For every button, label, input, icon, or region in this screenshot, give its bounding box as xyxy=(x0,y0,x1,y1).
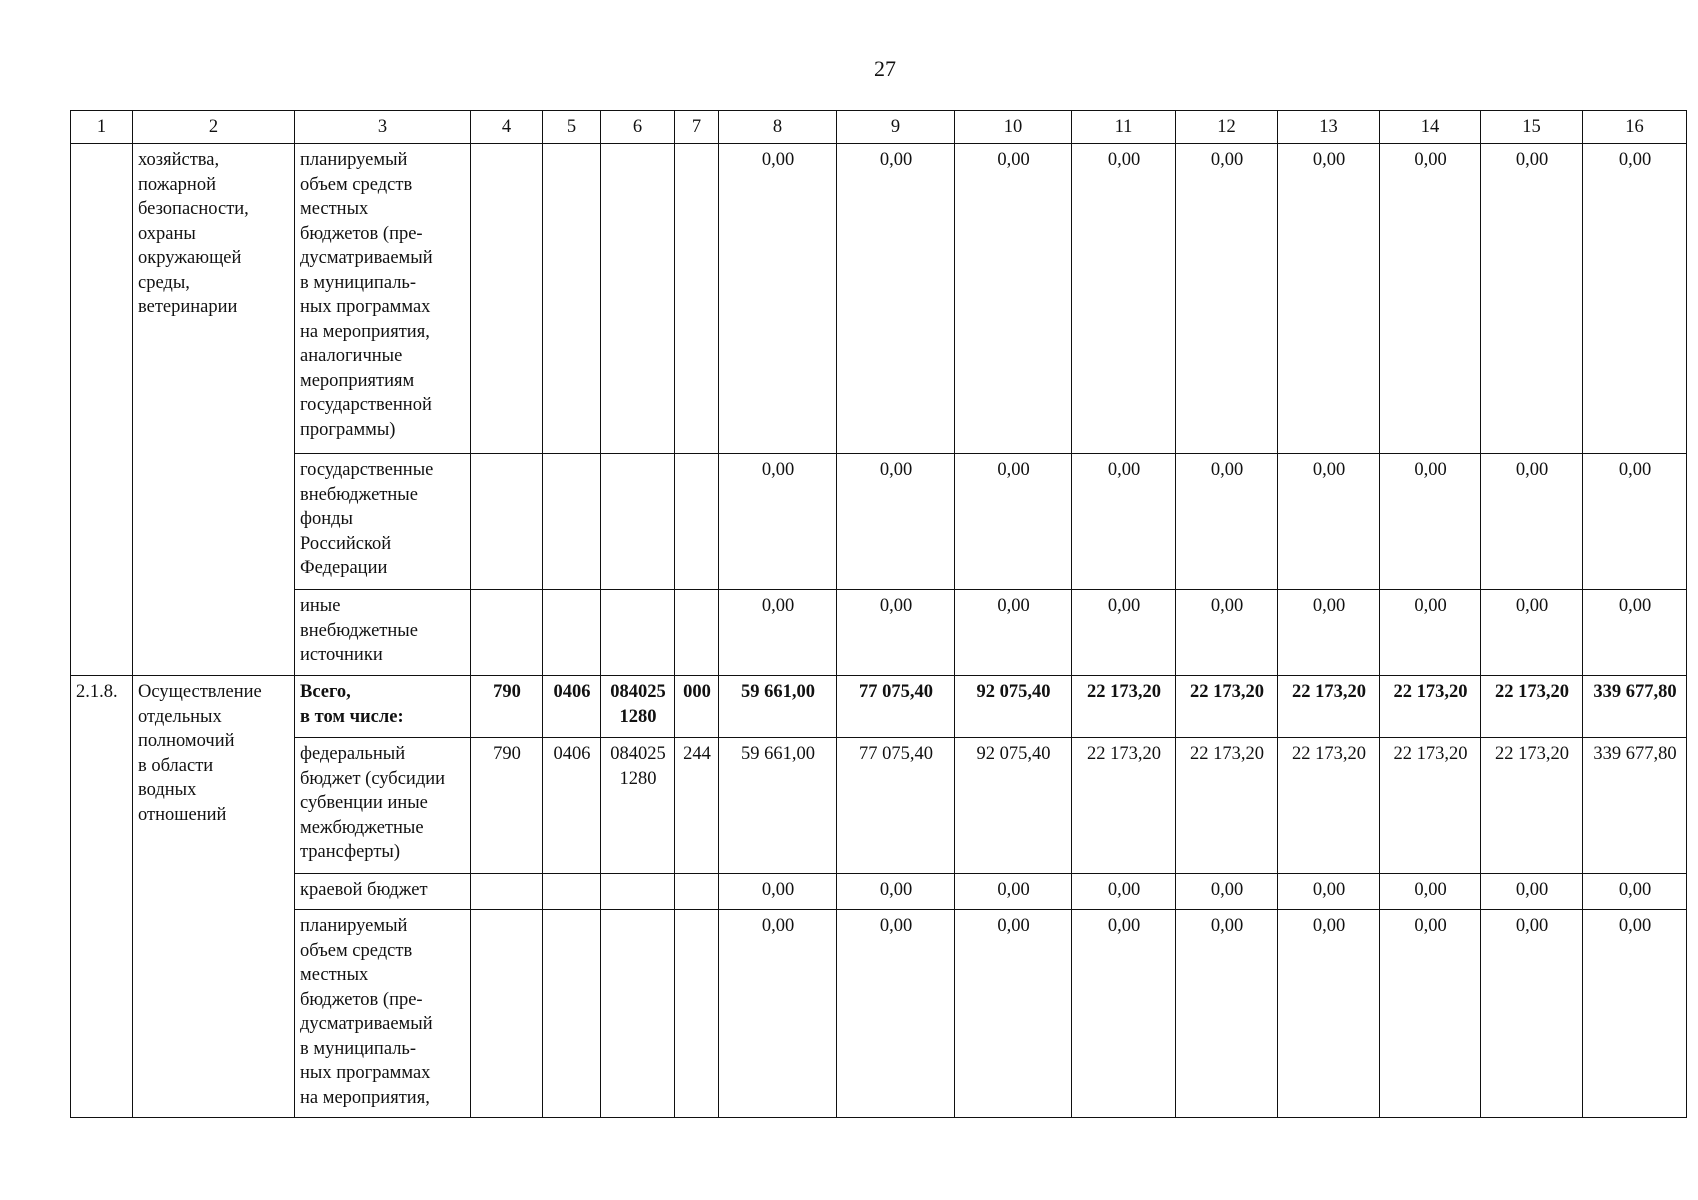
value-cell: 0,00 xyxy=(719,874,837,910)
column-number: 16 xyxy=(1583,111,1687,144)
item-description: Осуществление отдельных полномочий в области водных отношений xyxy=(133,676,295,1118)
column-number: 15 xyxy=(1481,111,1583,144)
value-cell: 59 661,00 xyxy=(719,738,837,874)
table-row xyxy=(71,590,1687,676)
value-cell: 0,00 xyxy=(1278,910,1380,1118)
code-cell xyxy=(601,590,675,676)
column-number: 5 xyxy=(543,111,601,144)
value-cell: 22 173,20 xyxy=(1278,738,1380,874)
value-cell: 0,00 xyxy=(1278,454,1380,590)
value-cell: 0,00 xyxy=(1278,590,1380,676)
value-cell: 22 173,20 xyxy=(1481,738,1583,874)
value-cell: 22 173,20 xyxy=(1380,676,1481,738)
value-cell: 339 677,80 xyxy=(1583,738,1687,874)
code-cell xyxy=(543,874,601,910)
code-cell: 084025 1280 xyxy=(601,738,675,874)
item-description: хозяйства, пожарной безопасности, охраны окружающей среды, ветеринарии xyxy=(133,144,295,676)
value-cell: 22 173,20 xyxy=(1176,676,1278,738)
value-cell: 0,00 xyxy=(719,454,837,590)
value-cell: 22 173,20 xyxy=(1072,676,1176,738)
value-cell: 22 173,20 xyxy=(1380,738,1481,874)
value-cell: 0,00 xyxy=(1583,874,1687,910)
column-number: 13 xyxy=(1278,111,1380,144)
code-cell xyxy=(543,454,601,590)
funding-source: планируемый объем средств местных бюджетов (пре- дусматриваемый в муниципаль- ных программах на мероприятия, аналогичные мероприятиям государственной программы) xyxy=(295,144,471,454)
value-cell: 0,00 xyxy=(1380,590,1481,676)
funding-source: федеральный бюджет (субсидии субвенции иные межбюджетные трансферты) xyxy=(295,738,471,874)
value-cell: 0,00 xyxy=(837,590,955,676)
value-cell: 0,00 xyxy=(1481,910,1583,1118)
column-number: 14 xyxy=(1380,111,1481,144)
code-cell xyxy=(601,910,675,1118)
value-cell: 0,00 xyxy=(837,454,955,590)
value-cell: 0,00 xyxy=(1481,874,1583,910)
code-cell xyxy=(471,454,543,590)
value-cell: 0,00 xyxy=(1072,874,1176,910)
table-row xyxy=(71,874,1687,910)
funding-source: иные внебюджетные источники xyxy=(295,590,471,676)
funding-source: краевой бюджет xyxy=(295,874,471,910)
value-cell: 0,00 xyxy=(1380,910,1481,1118)
table-row xyxy=(71,454,1687,590)
funding-source: государственные внебюджетные фонды Российской Федерации xyxy=(295,454,471,590)
value-cell: 0,00 xyxy=(719,590,837,676)
page-number: 27 xyxy=(874,56,896,81)
code-cell xyxy=(675,874,719,910)
funding-source: Всего, в том числе: xyxy=(295,676,471,738)
value-cell: 0,00 xyxy=(1176,144,1278,454)
value-cell: 22 173,20 xyxy=(1072,738,1176,874)
value-cell: 0,00 xyxy=(719,910,837,1118)
value-cell: 0,00 xyxy=(1072,144,1176,454)
value-cell: 0,00 xyxy=(955,874,1072,910)
code-cell: 0406 xyxy=(543,738,601,874)
code-cell xyxy=(675,910,719,1118)
table-row xyxy=(71,910,1687,1118)
code-cell xyxy=(543,590,601,676)
code-cell xyxy=(601,144,675,454)
code-cell xyxy=(471,910,543,1118)
code-cell: 084025 1280 xyxy=(601,676,675,738)
code-cell xyxy=(471,590,543,676)
value-cell: 77 075,40 xyxy=(837,738,955,874)
column-number: 4 xyxy=(471,111,543,144)
value-cell: 0,00 xyxy=(955,590,1072,676)
value-cell: 0,00 xyxy=(1176,590,1278,676)
code-cell: 000 xyxy=(675,676,719,738)
value-cell: 0,00 xyxy=(719,144,837,454)
value-cell: 0,00 xyxy=(1072,910,1176,1118)
item-number-cell xyxy=(71,144,133,676)
code-cell xyxy=(543,144,601,454)
table-row xyxy=(71,144,1687,454)
value-cell: 0,00 xyxy=(1380,144,1481,454)
value-cell: 0,00 xyxy=(1278,874,1380,910)
value-cell: 0,00 xyxy=(837,910,955,1118)
column-number: 11 xyxy=(1072,111,1176,144)
value-cell: 0,00 xyxy=(1176,454,1278,590)
value-cell: 0,00 xyxy=(1072,590,1176,676)
value-cell: 22 173,20 xyxy=(1481,676,1583,738)
value-cell: 22 173,20 xyxy=(1176,738,1278,874)
value-cell: 22 173,20 xyxy=(1278,676,1380,738)
value-cell: 0,00 xyxy=(1380,874,1481,910)
column-number-row xyxy=(71,111,1687,144)
value-cell: 92 075,40 xyxy=(955,676,1072,738)
value-cell: 92 075,40 xyxy=(955,738,1072,874)
value-cell: 0,00 xyxy=(1481,454,1583,590)
item-number: 2.1.8. xyxy=(71,676,133,1118)
code-cell xyxy=(601,454,675,590)
code-cell xyxy=(471,874,543,910)
value-cell: 0,00 xyxy=(1583,590,1687,676)
code-cell: 244 xyxy=(675,738,719,874)
code-cell: 790 xyxy=(471,676,543,738)
value-cell: 59 661,00 xyxy=(719,676,837,738)
funding-source: планируемый объем средств местных бюджетов (пре- дусматриваемый в муниципаль- ных программах на мероприятия, xyxy=(295,910,471,1118)
code-cell xyxy=(675,590,719,676)
code-cell xyxy=(543,910,601,1118)
column-number: 1 xyxy=(71,111,133,144)
budget-table xyxy=(70,110,1687,1118)
value-cell: 0,00 xyxy=(837,874,955,910)
value-cell: 0,00 xyxy=(1380,454,1481,590)
code-cell xyxy=(675,144,719,454)
value-cell: 0,00 xyxy=(955,144,1072,454)
value-cell: 0,00 xyxy=(1481,590,1583,676)
code-cell xyxy=(601,874,675,910)
value-cell: 0,00 xyxy=(1278,144,1380,454)
table-row xyxy=(71,738,1687,874)
table-row-total xyxy=(71,676,1687,738)
code-cell: 0406 xyxy=(543,676,601,738)
value-cell: 0,00 xyxy=(1176,910,1278,1118)
column-number: 9 xyxy=(837,111,955,144)
value-cell: 339 677,80 xyxy=(1583,676,1687,738)
code-cell xyxy=(675,454,719,590)
code-cell xyxy=(471,144,543,454)
code-cell: 790 xyxy=(471,738,543,874)
value-cell: 0,00 xyxy=(1583,454,1687,590)
value-cell: 0,00 xyxy=(837,144,955,454)
value-cell: 0,00 xyxy=(1583,910,1687,1118)
column-number: 6 xyxy=(601,111,675,144)
value-cell: 0,00 xyxy=(1176,874,1278,910)
column-number: 10 xyxy=(955,111,1072,144)
column-number: 7 xyxy=(675,111,719,144)
column-number: 12 xyxy=(1176,111,1278,144)
value-cell: 77 075,40 xyxy=(837,676,955,738)
column-number: 2 xyxy=(133,111,295,144)
column-number: 8 xyxy=(719,111,837,144)
value-cell: 0,00 xyxy=(1072,454,1176,590)
column-number: 3 xyxy=(295,111,471,144)
value-cell: 0,00 xyxy=(955,910,1072,1118)
value-cell: 0,00 xyxy=(955,454,1072,590)
value-cell: 0,00 xyxy=(1583,144,1687,454)
value-cell: 0,00 xyxy=(1481,144,1583,454)
